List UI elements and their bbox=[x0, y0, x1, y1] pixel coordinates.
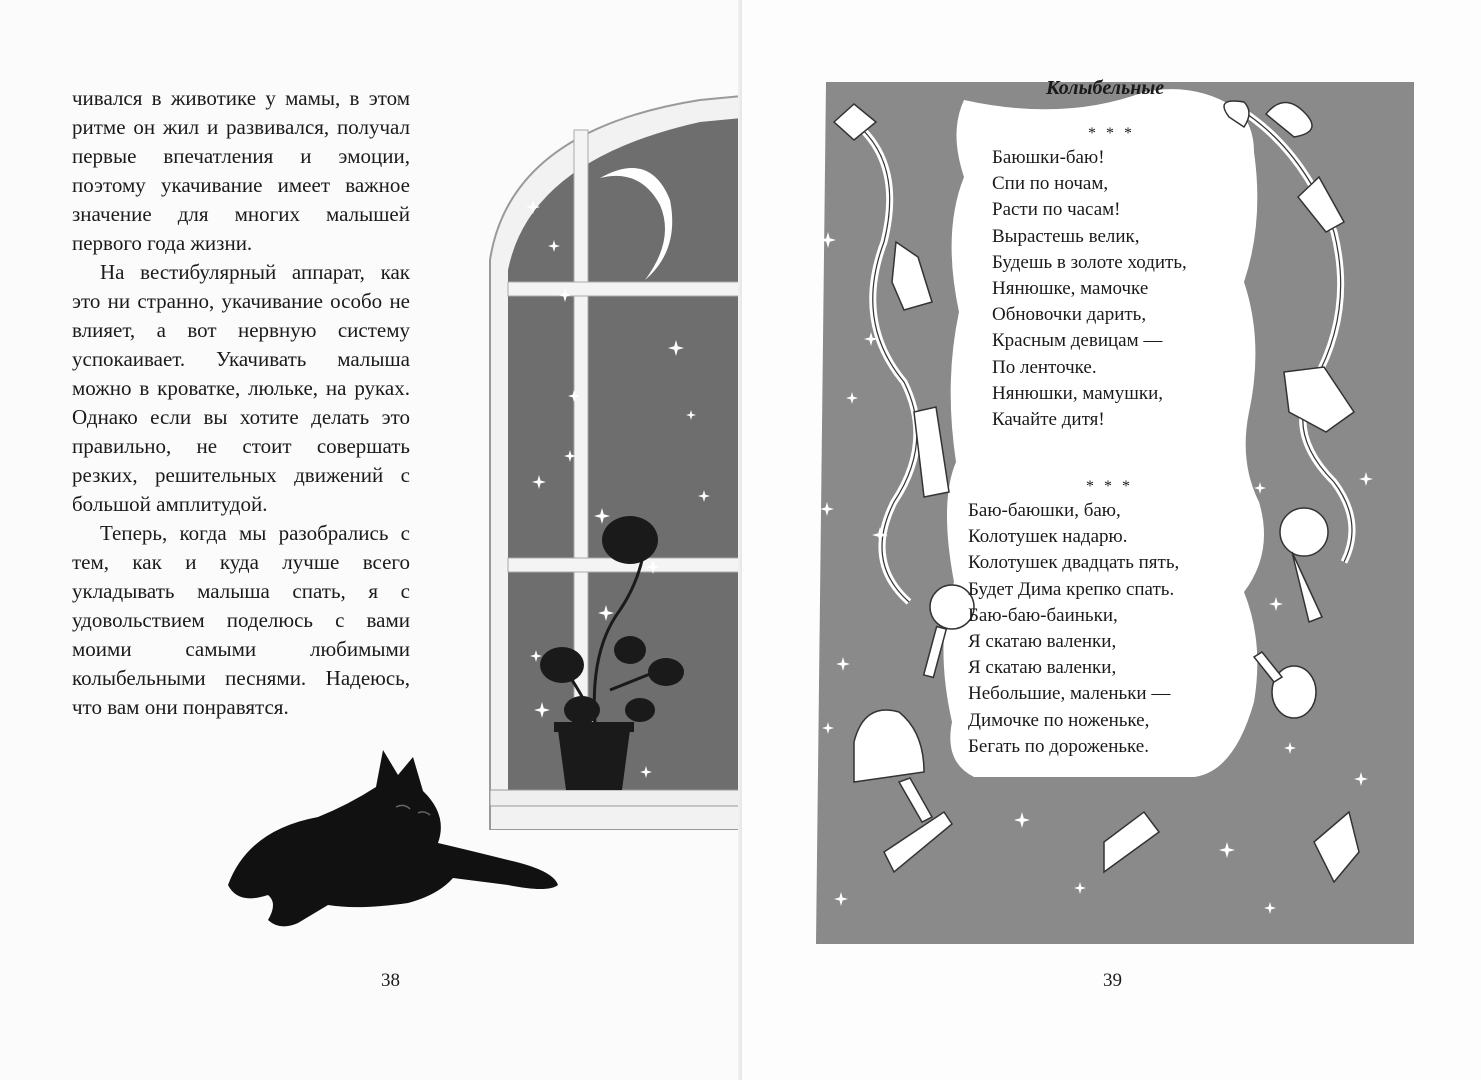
poem-line: Колотушек двадцать пять, bbox=[968, 552, 1180, 574]
poem-line: По ленточке. bbox=[992, 356, 1097, 378]
paragraph-2: На вестибулярный аппарат, как это ни странно, укачивание особо не влияет, а вот нервную систему успокаивает. Укачивать малыша можно в кроватке, люльке, на руках. Однако если вы хотите делать это правильно, не стоит совершать резких, решительных движений с большой амплитудой. bbox=[72, 260, 410, 516]
poem-line: Красным девицам — bbox=[992, 330, 1163, 352]
poem-line: Колотушек надарю. bbox=[968, 526, 1128, 548]
poem-line: Баю-баю-баиньки, bbox=[968, 604, 1118, 626]
poem-line: Качайте дитя! bbox=[992, 409, 1105, 431]
poem-line: Димочке по ноженьке, bbox=[968, 709, 1150, 731]
poem-separator: * * * bbox=[1086, 478, 1133, 495]
poem-line: Нянюшке, мамочке bbox=[992, 278, 1149, 300]
cat-illustration bbox=[208, 735, 568, 935]
paragraph-1: чивался в животике у мамы, в этом ритме он жил и развивался, получал первые впечатления и эмоции, поэтому укачивание имеет важное значение для многих малышей первого года жизни. bbox=[72, 86, 410, 255]
section-title: Колыбельные bbox=[1046, 77, 1165, 99]
right-page bbox=[742, 0, 1481, 1080]
poem-line: Вырастешь велик, bbox=[992, 225, 1140, 247]
poem-line: Нянюшки, мамушки, bbox=[992, 382, 1163, 404]
poem-line: Обновочки дарить, bbox=[992, 304, 1147, 326]
left-page-body bbox=[72, 84, 410, 722]
poem-line: Будет Дима крепко спать. bbox=[968, 578, 1175, 600]
poem-line: Будешь в золоте ходить, bbox=[992, 251, 1187, 273]
poem-separator: * * * bbox=[1088, 125, 1135, 142]
poem-line: Баю-баюшки, баю, bbox=[968, 500, 1121, 521]
poem-line: Я скатаю валенки, bbox=[968, 657, 1117, 679]
poem-line: Расти по часам! bbox=[992, 199, 1121, 221]
poem-line: Спи по ночам, bbox=[992, 173, 1109, 195]
page-number-left: 38 bbox=[381, 970, 400, 991]
poem-1 bbox=[992, 123, 1242, 433]
poem-line: Бегать по дороженьке. bbox=[968, 735, 1149, 757]
poem-line: Я скатаю валенки, bbox=[968, 631, 1117, 653]
poem-line: Небольшие, маленьки — bbox=[968, 683, 1171, 705]
poem-2 bbox=[968, 476, 1218, 760]
poem-line: Баюшки-баю! bbox=[992, 147, 1105, 168]
window-illustration bbox=[470, 90, 742, 830]
page-number-right: 39 bbox=[1103, 970, 1122, 991]
paragraph-3: Теперь, когда мы разобрались с тем, как и куда лучше всего укладывать малыша спать, я с удовольствием поделюсь с вами моими самыми любимыми колыбельными песнями. Надеюсь, что вам они понравятся. bbox=[72, 521, 410, 719]
